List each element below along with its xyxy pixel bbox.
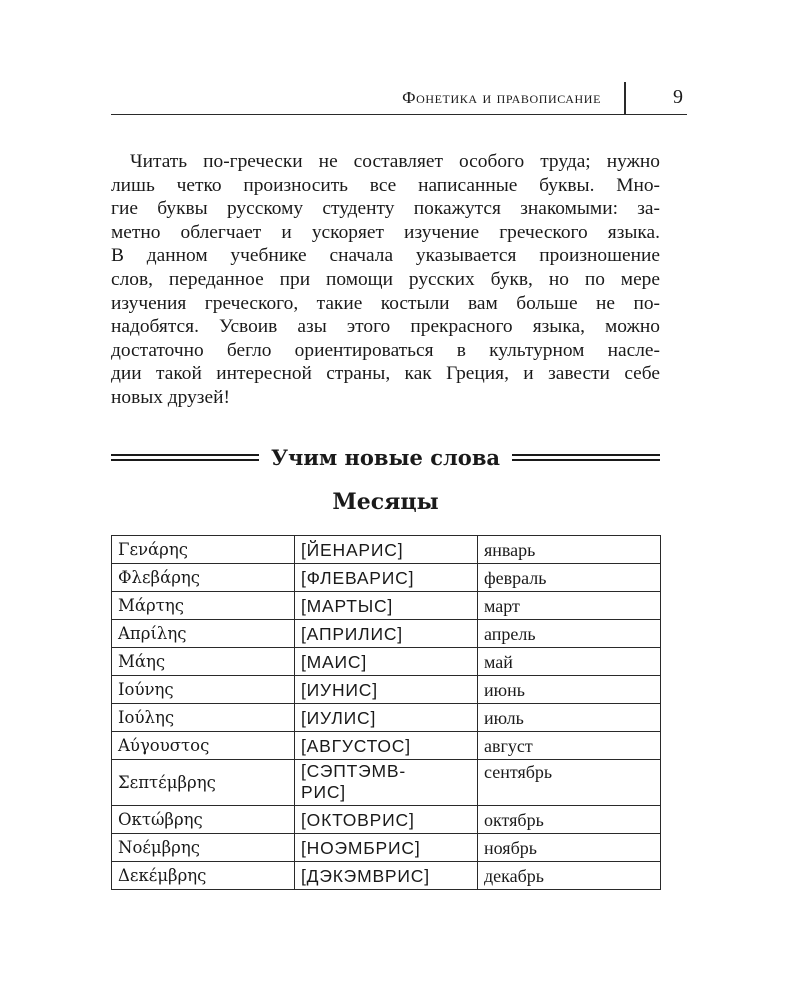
intro-line: дии такой интересной страны, как Греция, и завести себе <box>111 363 660 385</box>
pronunciation-part: [СЭПТЭМВ- <box>301 761 407 781</box>
table-row <box>112 760 661 806</box>
table-row <box>112 564 661 592</box>
pronunciation: [ДЭКЭМВРИС] <box>295 862 478 890</box>
russian-month: ноябрь <box>478 834 661 862</box>
table-row <box>112 676 661 704</box>
greek-month: Απρίλης <box>112 620 295 648</box>
table-row <box>112 704 661 732</box>
header-divider <box>624 82 626 115</box>
table-row <box>112 620 661 648</box>
greek-month: Δεκέμβρης <box>112 862 295 890</box>
greek-month: Φλεβάρης <box>112 564 295 592</box>
russian-month: май <box>478 648 661 676</box>
greek-month: Μάης <box>112 648 295 676</box>
intro-line: изучения греческого, такие костыли вам больше не по- <box>111 292 660 314</box>
table-row <box>112 648 661 676</box>
russian-month: июль <box>478 704 661 732</box>
greek-month: Αύγουστος <box>112 732 295 760</box>
intro-paragraph <box>111 150 660 410</box>
russian-month: декабрь <box>478 862 661 890</box>
pronunciation-part: РИС] <box>301 782 346 802</box>
greek-month: Ιούνης <box>112 676 295 704</box>
page-number: 9 <box>673 86 683 108</box>
intro-line: Читать по-гречески не составляет особого труда; нужно <box>130 151 660 172</box>
pronunciation: [ФЛЕВАРИС] <box>295 564 478 592</box>
section-heading-text: Учим новые слова <box>270 444 501 470</box>
pronunciation: [АВГУСТОС] <box>295 732 478 760</box>
pronunciation: [ЙЕНАРИС] <box>295 536 478 564</box>
months-table <box>111 535 661 890</box>
greek-month: Οκτώβρης <box>112 806 295 834</box>
russian-month: август <box>478 732 661 760</box>
intro-line: В данном учебнике сначала указывается произношение <box>111 245 660 267</box>
russian-month: июнь <box>478 676 661 704</box>
table-title: Месяцы <box>332 489 439 515</box>
pronunciation: [МАИС] <box>295 648 478 676</box>
pronunciation: [НОЭМБРИС] <box>295 834 478 862</box>
section-heading <box>111 440 660 474</box>
russian-month: апрель <box>478 620 661 648</box>
table-row <box>112 592 661 620</box>
running-header <box>111 78 687 115</box>
intro-line: новых друзей! <box>111 386 230 408</box>
table-row <box>112 732 661 760</box>
pronunciation: [ОКТОВРИС] <box>295 806 478 834</box>
greek-month: Ιούλης <box>112 704 295 732</box>
russian-month: сентябрь <box>478 760 661 806</box>
table-row <box>112 806 661 834</box>
running-title: Фонетика и правописание <box>402 88 601 107</box>
intro-line: гие буквы русскому студенту покажутся знакомыми: за- <box>111 198 660 220</box>
russian-month: март <box>478 592 661 620</box>
pronunciation: [МАРТЫС] <box>295 592 478 620</box>
table-row <box>112 536 661 564</box>
intro-line: лишь четко произносить все написанные буквы. Мно- <box>111 174 660 196</box>
russian-month: январь <box>478 536 661 564</box>
table-row <box>112 834 661 862</box>
pronunciation: [ИУНИС] <box>295 676 478 704</box>
pronunciation: [АПРИЛИС] <box>295 620 478 648</box>
greek-month: Μάρτης <box>112 592 295 620</box>
intro-line: достаточно бегло ориентироваться в культурном насле- <box>111 339 660 361</box>
intro-line: слов, переданное при помощи русских букв, но по мере <box>111 268 660 290</box>
heading-rule-left <box>111 454 259 461</box>
table-row <box>112 862 661 890</box>
heading-rule-right <box>512 454 660 461</box>
greek-month: Γενάρης <box>112 536 295 564</box>
greek-month: Νοέμβρης <box>112 834 295 862</box>
russian-month: октябрь <box>478 806 661 834</box>
pronunciation: [ИУЛИС] <box>295 704 478 732</box>
pronunciation <box>295 760 478 806</box>
greek-month: Σεπτέμβρης <box>112 760 295 806</box>
intro-line: надобятся. Усвоив азы этого прекрасного языка, можно <box>111 316 660 338</box>
intro-line: метно облегчает и ускоряет изучение греческого языка. <box>111 221 660 243</box>
russian-month: февраль <box>478 564 661 592</box>
